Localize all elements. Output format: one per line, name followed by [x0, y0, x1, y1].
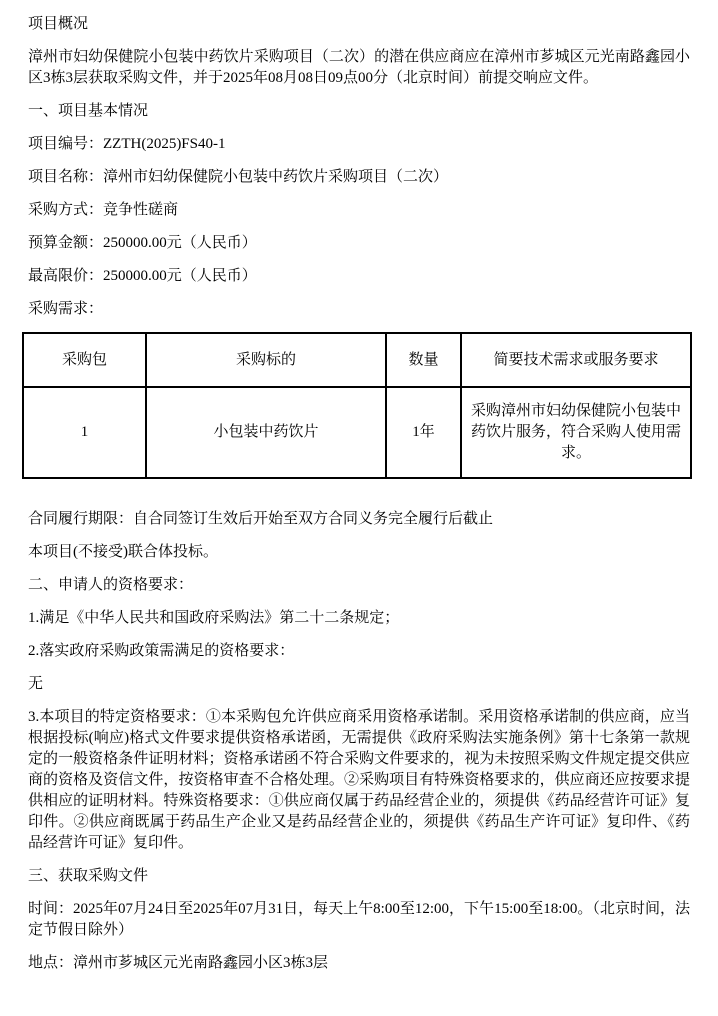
section3-heading: 三、获取采购文件 [28, 868, 149, 884]
qualification-item-3: 3.本项目的特定资格要求：①本采购包允许供应商采用资格承诺制。采用资格承诺制的供应商，应当根据投标(响应)格式文件要求提供资格承诺函，无需提供《政府采购法实施条例》第十七条第一款规定的一般资格条件证明材料；资格承诺函不符合采购文件要求的，视为未按照采购文件规定提交供应商的资格及资信文件，按资格审查不合格处理。②采购项目有特殊资格要求的，供应商还应按要求提供相应的证明材料。特殊资格要求：①供应商仅属于药品经营企业的，须提供《药品经营许可证》复印件。②供应商既属于药品生产企业又是药品经营企业的，须提供《药品生产许可证》复印件、《药品经营许可证》复印件。 [28, 709, 690, 851]
table-cell-package: 1 [23, 387, 146, 478]
table-cell-quantity: 1年 [386, 387, 461, 478]
requirement-label-line: 采购需求： [28, 301, 104, 317]
table-header-row [23, 333, 691, 387]
qualification-item-2: 2.落实政府采购政策需满足的资格要求： [28, 643, 295, 659]
table-header-quantity: 数量 [386, 333, 461, 387]
consortium-line: 本项目(不接受)联合体投标。 [28, 544, 218, 560]
procurement-method-line: 采购方式：竞争性磋商 [28, 202, 179, 218]
contract-period-line: 合同履行期限：自合同签订生效后开始至双方合同义务完全履行后截止 [28, 511, 494, 527]
qualification-item-2-value: 无 [28, 676, 44, 692]
project-name-line: 项目名称：漳州市妇幼保健院小包装中药饮片采购项目（二次） [28, 169, 449, 185]
procurement-requirement-table [22, 332, 692, 479]
table-header-package: 采购包 [23, 333, 146, 387]
table-row [23, 387, 691, 478]
qualification-item-1: 1.满足《中华人民共和国政府采购法》第二十二条规定； [28, 610, 400, 626]
max-price-line: 最高限价：250000.00元（人民币） [28, 268, 257, 284]
table-header-subject: 采购标的 [146, 333, 386, 387]
section2-heading: 二、申请人的资格要求： [28, 577, 194, 593]
table-cell-requirement: 采购漳州市妇幼保健院小包装中药饮片服务，符合采购人使用需求。 [461, 387, 691, 478]
document-location-line: 地点：漳州市芗城区元光南路鑫园小区3栋3层 [28, 955, 329, 971]
intro-paragraph: 漳州市妇幼保健院小包装中药饮片采购项目（二次）的潜在供应商应在漳州市芗城区元光南路鑫园小区3栋3层获取采购文件，并于2025年08月08日09点00分（北京时间）前提交响应文件。 [28, 49, 690, 86]
overview-heading: 项目概况 [28, 16, 89, 32]
table-header-requirement: 简要技术需求或服务要求 [461, 333, 691, 387]
table-cell-subject: 小包装中药饮片 [146, 387, 386, 478]
document-time-line: 时间：2025年07月24日至2025年07月31日，每天上午8:00至12:00，下午15:00至18:00。（北京时间，法定节假日除外） [28, 901, 690, 938]
budget-amount-line: 预算金额：250000.00元（人民币） [28, 235, 257, 251]
section1-heading: 一、项目基本情况 [28, 103, 149, 119]
project-number-line: 项目编号：ZZTH(2025)FS40-1 [28, 136, 226, 152]
